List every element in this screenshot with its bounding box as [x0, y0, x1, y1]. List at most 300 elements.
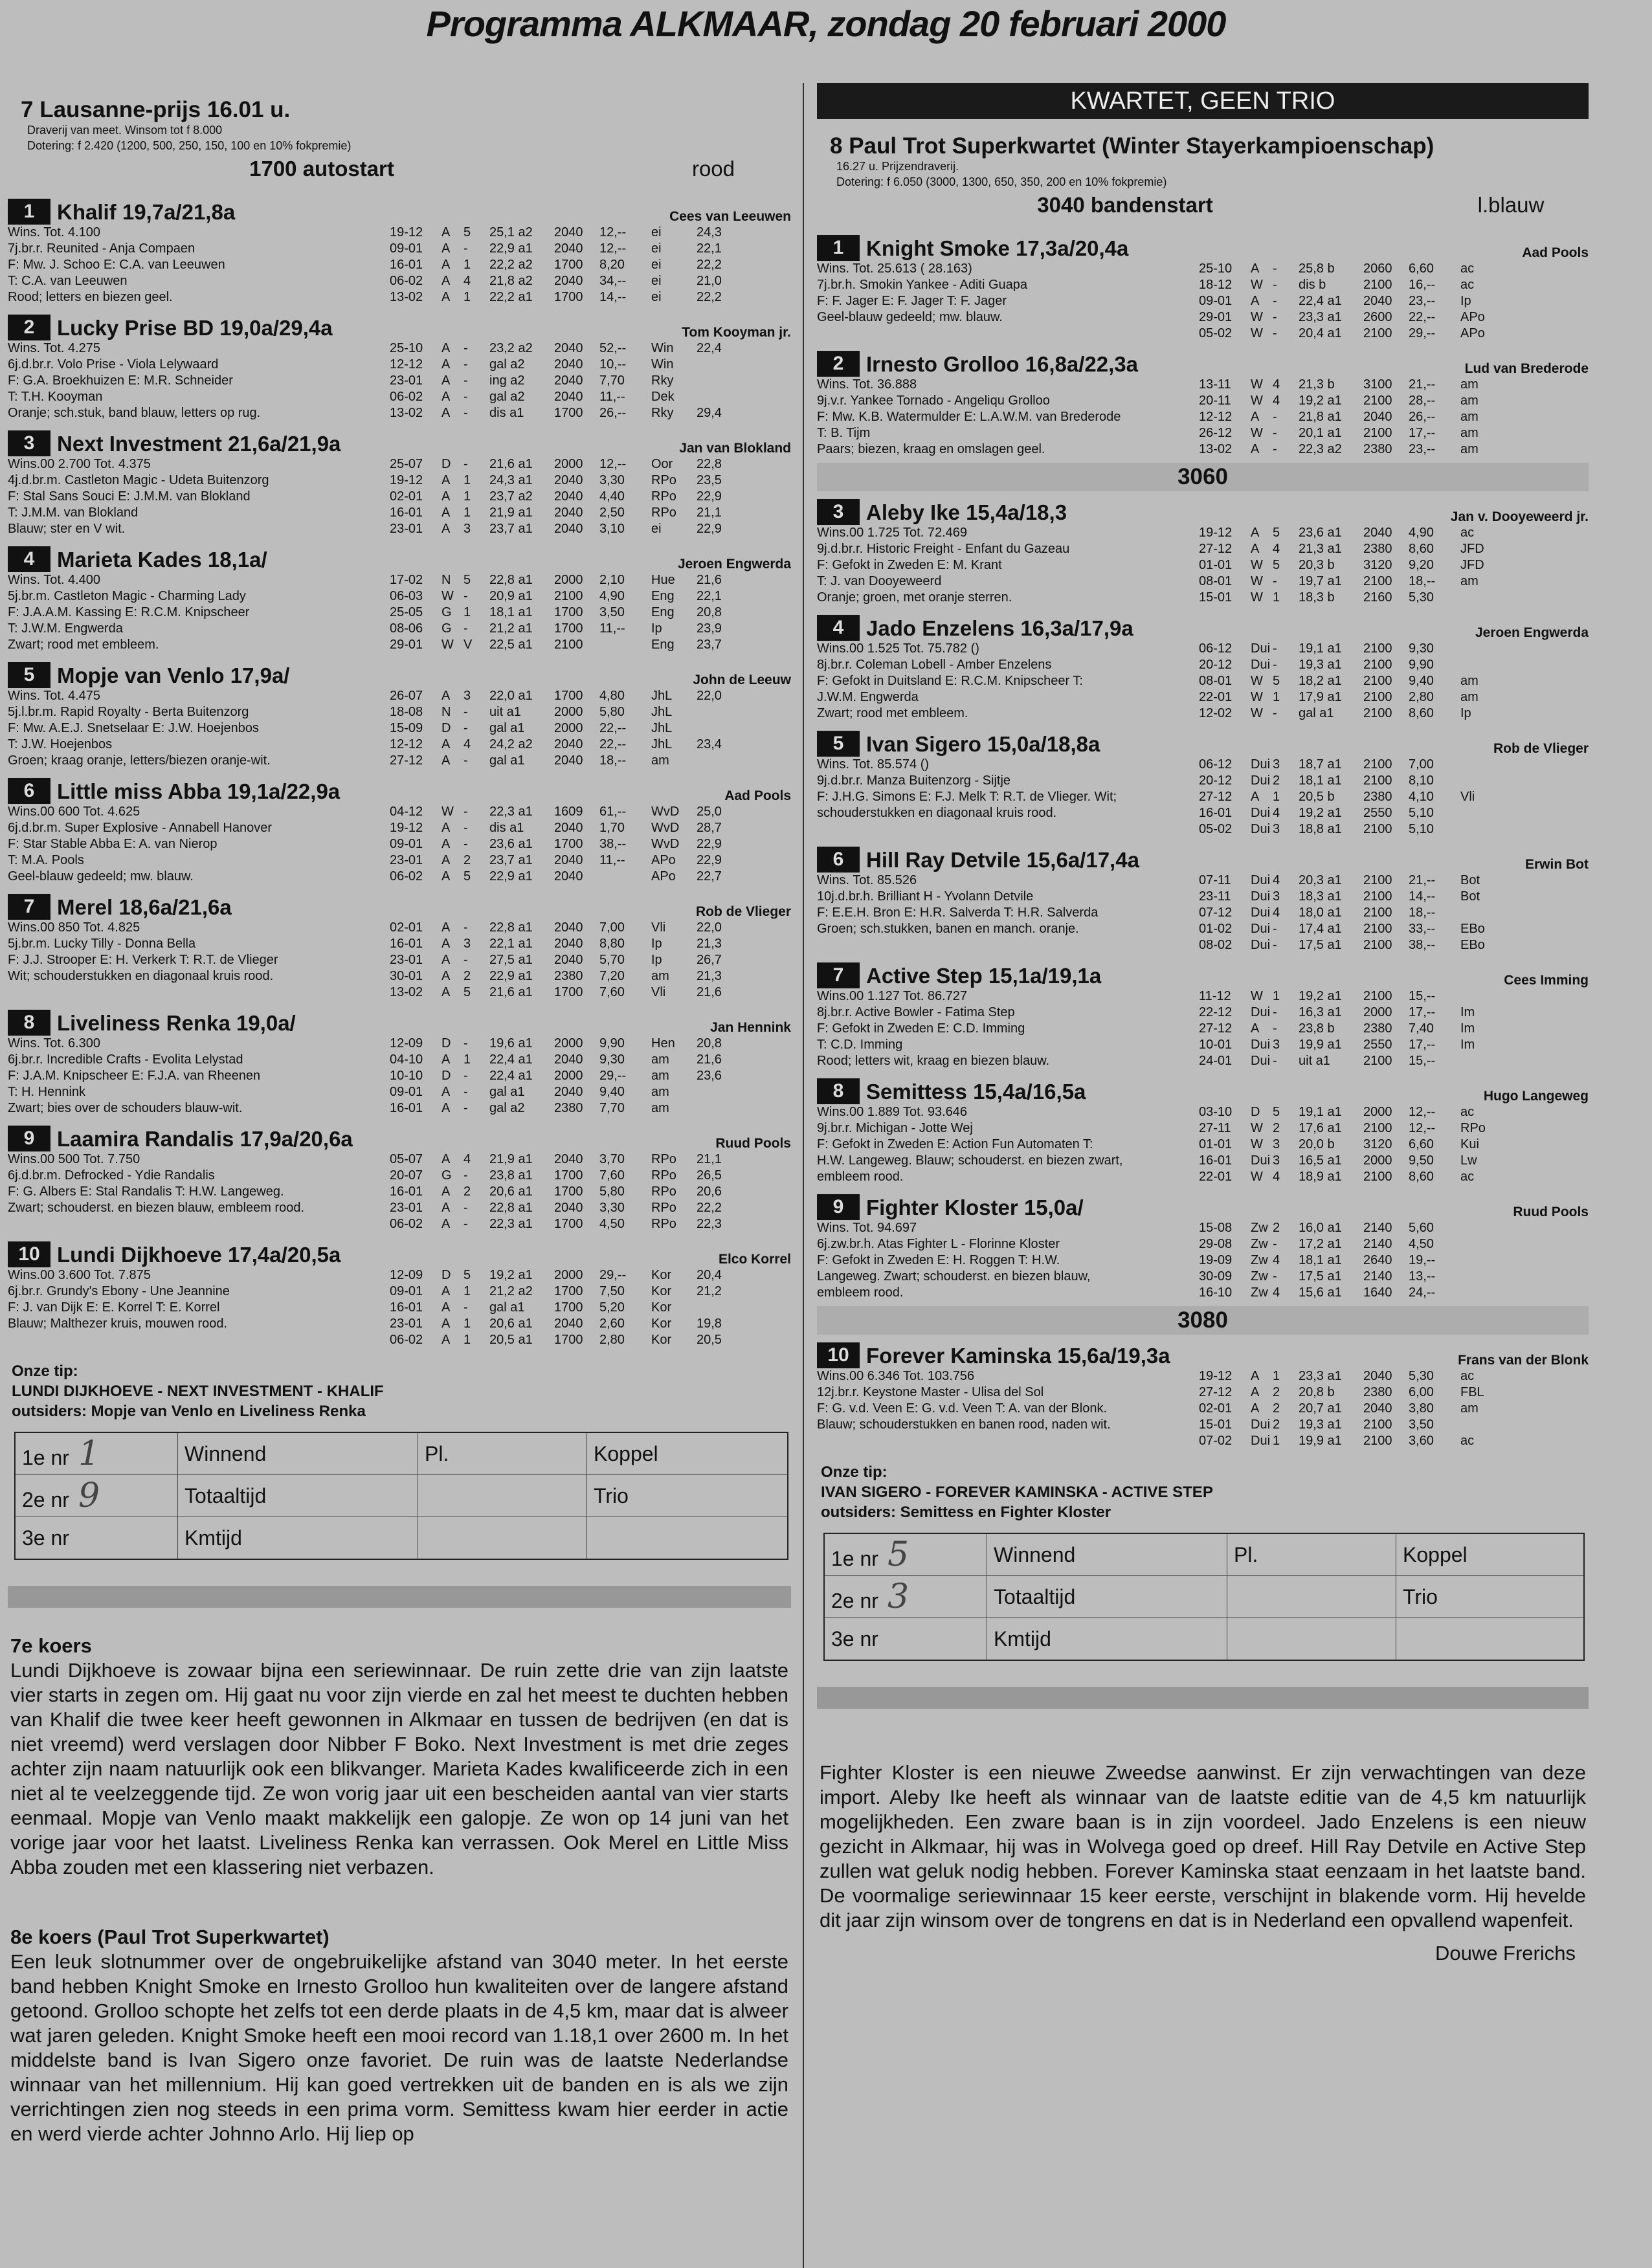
- horse-info: [817, 641, 1199, 722]
- horse-info: [817, 757, 1199, 838]
- result-cell: ei: [651, 241, 662, 256]
- winnend-label: Winnend: [178, 1432, 418, 1475]
- result-cell: 9,30: [1409, 641, 1434, 656]
- result-cell: A: [1251, 1368, 1260, 1383]
- result-cell: gal a2: [489, 1100, 525, 1115]
- info-line: T: C.D. Imming: [817, 1037, 903, 1052]
- result-cell: 19,2 a1: [1299, 393, 1342, 408]
- result-cell: 19,6 a1: [489, 1036, 533, 1051]
- result-cell: 2040: [554, 869, 583, 884]
- result-cell: -: [1273, 1053, 1277, 1068]
- result-cell: dis b: [1299, 277, 1326, 292]
- result-row: [390, 753, 791, 769]
- info-line: Wins.00 600 Tot. 4.625: [8, 804, 140, 819]
- horse-entry: [817, 347, 1589, 458]
- result-cell: ac: [1460, 525, 1475, 540]
- handwritten-number: 5: [887, 1535, 910, 1575]
- horse-body: [817, 988, 1589, 1069]
- result-cell: 15-01: [1199, 1417, 1233, 1432]
- result-cell: 17-02: [390, 572, 423, 587]
- horse-name: Semittess 15,4a/16,5a: [866, 1079, 1086, 1104]
- start-number: 6: [817, 847, 860, 873]
- result-cell: G: [441, 621, 452, 636]
- result-cell: W: [1251, 689, 1263, 704]
- results-table: [1199, 873, 1589, 953]
- result-cell: 22,--: [599, 720, 627, 735]
- result-cell: 16,5 a1: [1299, 1153, 1342, 1168]
- result-cell: 2140: [1363, 1269, 1392, 1284]
- empty-cell: [1227, 1576, 1396, 1618]
- result-row: [390, 1216, 791, 1232]
- result-cell: 2040: [554, 936, 583, 951]
- result-cell: 12-12: [390, 357, 423, 372]
- result-cell: 2100: [1363, 706, 1392, 720]
- info-line: 9j.d.br.r. Historic Freight - Enfant du Gazeau: [817, 541, 1070, 556]
- result-cell: 12,--: [1409, 1104, 1436, 1119]
- result-cell: 23-01: [390, 952, 423, 967]
- result-cell: [1460, 1252, 1506, 1269]
- result-cell: 1700: [554, 1332, 583, 1347]
- trainer-name: Ruud Pools: [1513, 1204, 1589, 1219]
- trainer-name: Tom Kooyman jr.: [682, 324, 791, 340]
- result-row: [1199, 789, 1589, 805]
- start-number: 2: [8, 315, 50, 340]
- info-line: F: Gefokt in Duitsland E: R.C.M. Knipscheer T:: [817, 673, 1083, 688]
- result-cell: gal a1: [1299, 706, 1334, 720]
- place-cell: [15, 1517, 178, 1560]
- handwritten-number: 9: [78, 1476, 100, 1516]
- result-cell: Win: [651, 340, 674, 355]
- horse-body: [8, 688, 791, 769]
- info-line: Wins. Tot. 4.275: [8, 340, 101, 355]
- result-cell: 28,--: [1409, 393, 1436, 408]
- result-cell: 16-01: [390, 1300, 423, 1315]
- result-cell: -: [463, 621, 468, 636]
- horse-header: [817, 347, 1589, 377]
- result-cell: 18,1 a1: [1299, 773, 1342, 788]
- result-cell: 1700: [554, 605, 583, 619]
- info-line: embleem rood.: [817, 1169, 904, 1184]
- kmtijd-label: Kmtijd: [987, 1618, 1227, 1661]
- result-cell: A: [441, 405, 451, 420]
- result-cell: APo: [1460, 326, 1485, 340]
- result-cell: 22,9: [697, 852, 722, 867]
- result-cell: 22,9 a1: [489, 968, 533, 983]
- result-cell: A: [441, 1084, 451, 1099]
- result-row: [1199, 706, 1589, 722]
- horse-header: [8, 774, 791, 804]
- result-cell: A: [441, 1200, 451, 1215]
- result-cell: ac: [1460, 1169, 1475, 1184]
- result-cell: Kor: [651, 1332, 672, 1347]
- result-cell: JFD: [1460, 541, 1484, 556]
- result-cell: 12,--: [599, 241, 627, 256]
- result-cell: RPo: [651, 1168, 676, 1183]
- result-cell: -: [463, 389, 468, 404]
- horse-name: Little miss Abba 19,1a/22,9a: [57, 779, 340, 803]
- horse-body: [817, 261, 1589, 342]
- horse-info: [817, 525, 1199, 606]
- results-table: [390, 920, 791, 1001]
- result-cell: 18,3 a1: [1299, 889, 1342, 904]
- result-cell: 2,80: [599, 1332, 625, 1347]
- horse-header: [817, 1074, 1589, 1104]
- article-text: Lundi Dijkhoeve is zowaar bijna een seriewinnaar. De ruin zette drie van zijn laatste vier starts in zegen om. Hij gaat nu voor zijn vierde en zal het meest te duchten hebben van Khalif die twee keer heeft gewonnen in Alkmaar en tussen de bedrijven (en dat is niet vreemd) werd verslagen door Nibber F Boko. Next Investment is met drie zeges achter zijn naam natuurlijk ook een blikvanger. Marieta Kades kwalificeerde zich in een niet al te veelzeggende tijd. Ze won vorig jaar uit een bescheiden aantal van vier starts eenmaal. Mopje van Venlo maakt makkelijk een galopje. Ze won op 14 juni van het vorige jaar voor het laatst. Liveliness Renka kan verrassen. Ook Merel en Little Miss Abba zouden met een klassering niet verbazen.: [10, 1659, 788, 1879]
- result-cell: 17,--: [1409, 1005, 1436, 1019]
- result-cell: 19-12: [390, 820, 423, 835]
- result-cell: ac: [1460, 1368, 1475, 1383]
- horse-entry: [8, 427, 791, 537]
- result-cell: gal a2: [489, 357, 525, 372]
- result-cell: A: [441, 968, 451, 983]
- place-label: 3e nr: [22, 1526, 69, 1550]
- result-cell: 17,--: [1409, 1037, 1436, 1052]
- horse-info: [8, 804, 390, 885]
- result-cell: 21,6 a1: [489, 984, 533, 999]
- result-row: [390, 405, 791, 421]
- result-row: [1199, 1417, 1589, 1433]
- info-line: Geel-blauw gedeeld; mw. blauw.: [817, 309, 1003, 324]
- result-cell: [599, 637, 651, 653]
- info-line: Blauw; schouderstukken en banen rood, naden wit.: [817, 1417, 1111, 1432]
- result-cell: 1: [463, 605, 471, 619]
- result-cell: 19-12: [390, 225, 423, 239]
- result-row: [390, 521, 791, 537]
- horse-name: Irnesto Grolloo 16,8a/22,3a: [866, 351, 1139, 376]
- result-cell: 19,3 a1: [1299, 657, 1342, 672]
- result-cell: D: [441, 1068, 451, 1083]
- info-line: Wins. Tot. 36.888: [817, 377, 917, 392]
- horse-body: [8, 225, 791, 306]
- result-cell: 2040: [554, 852, 583, 867]
- distance-subheader: 3060: [817, 463, 1589, 491]
- result-cell: W: [441, 637, 454, 652]
- result-cell: 1: [1273, 1368, 1280, 1383]
- result-cell: 7,60: [599, 1168, 625, 1183]
- result-cell: 20,5 b: [1299, 789, 1335, 804]
- result-cell: 18,9 a1: [1299, 1169, 1342, 1184]
- horse-name: Knight Smoke 17,3a/20,4a: [866, 236, 1129, 260]
- result-cell: Ip: [651, 952, 662, 967]
- result-cell: 19,9 a1: [1299, 1037, 1342, 1052]
- empty-cell: [1227, 1618, 1396, 1661]
- result-cell: am: [651, 1084, 669, 1099]
- result-cell: 2100: [1363, 326, 1392, 340]
- result-cell: 4: [1273, 541, 1280, 556]
- article-text: Fighter Kloster is een nieuwe Zweedse aanwinst. Er zijn verwachtingen van deze import. Aleby Ike heeft als winnaar van de laatste editie van de 4,5 km natuurlijk mogelijkheden. Een zware baan is in zijn voordeel. Jado Enzelens is een nieuw gezicht in Alkmaar, hij was in Wolvega goed op dreef. Hill Ray Detvile en Active Step zullen wat geluk nodig hebben. Forever Kaminska staat eenzaam in het laatste band. De voormalige seriewinnaar 15 keer eerste, verschijnt in blakende vorm. Hij hevelde dit jaar zijn winsom over de tongrens en dat is in Nederland een opvallend wapenfeit.: [820, 1761, 1586, 1932]
- start-number: 3: [817, 499, 860, 525]
- horse-info: [817, 1104, 1199, 1185]
- page-title: Programma ALKMAAR, zondag 20 februari 2000: [426, 3, 1226, 44]
- horse-info: [817, 1220, 1199, 1301]
- result-row: [390, 1267, 791, 1284]
- result-cell: 09-01: [1199, 293, 1233, 308]
- result-cell: 2380: [554, 968, 583, 983]
- result-cell: Vli: [1460, 789, 1475, 804]
- result-cell: A: [441, 1316, 451, 1331]
- horse-name: Marieta Kades 18,1a/: [57, 547, 267, 572]
- result-row: [390, 1036, 791, 1052]
- result-cell: 7,70: [599, 373, 625, 388]
- horse-info: [8, 920, 390, 1001]
- race-meta-line: 16.27 u. Prijzendraverij.: [836, 160, 959, 173]
- result-cell: 3: [463, 521, 471, 536]
- result-cell: 6,60: [1409, 261, 1434, 276]
- result-cell: 3,50: [599, 605, 625, 619]
- pl-label: Pl.: [418, 1432, 587, 1475]
- result-row: [1199, 1433, 1589, 1449]
- result-cell: Dui: [1251, 873, 1271, 887]
- result-cell: 23-11: [1199, 889, 1231, 904]
- result-cell: 07-02: [1199, 1433, 1233, 1448]
- result-cell: Dui: [1251, 1005, 1271, 1019]
- result-cell: 2000: [554, 572, 583, 587]
- result-cell: 07-12: [1199, 905, 1233, 920]
- horse-info: [817, 1368, 1199, 1449]
- result-cell: 2380: [1363, 1384, 1392, 1399]
- result-cell: -: [463, 753, 468, 768]
- result-cell: 8,60: [1409, 1169, 1434, 1184]
- result-cell: 19,2 a1: [1299, 805, 1342, 820]
- result-cell: 26,--: [1409, 409, 1436, 424]
- horse-name: Lucky Prise BD 19,0a/29,4a: [57, 315, 333, 340]
- result-row: [1199, 1169, 1589, 1185]
- result-cell: RPo: [651, 1184, 676, 1199]
- result-cell: Eng: [651, 605, 675, 619]
- result-cell: 08-01: [1199, 673, 1233, 688]
- result-row: [390, 804, 791, 820]
- result-cell: A: [441, 241, 451, 256]
- result-cell: Dui: [1251, 773, 1271, 788]
- result-cell: 23,3 a1: [1299, 309, 1342, 324]
- horse-info: [8, 456, 390, 537]
- result-cell: A: [441, 920, 451, 935]
- start-number: 10: [817, 1342, 860, 1368]
- place-cell: [15, 1475, 178, 1517]
- info-line: Groen; kraag oranje, letters/biezen oranje-wit.: [8, 753, 271, 768]
- info-line: 5j.br.m. Lucky Tilly - Donna Bella: [8, 936, 196, 951]
- horse-list: [8, 195, 791, 1348]
- trainer-name: Rob de Vlieger: [695, 904, 791, 919]
- info-line: schouderstukken en diagonaal kruis rood.: [817, 805, 1057, 820]
- result-cell: 23,7 a2: [489, 489, 533, 504]
- result-cell: gal a1: [489, 1084, 525, 1099]
- horse-body: [8, 1267, 791, 1348]
- horse-info: [8, 1036, 390, 1117]
- result-cell: 4: [1273, 1169, 1280, 1184]
- result-cell: 3100: [1363, 377, 1392, 392]
- result-cell: D: [441, 720, 451, 735]
- result-cell: 20-11: [1199, 393, 1231, 408]
- result-cell: A: [1251, 525, 1260, 540]
- result-cell: 5: [463, 984, 471, 999]
- result-row: [1199, 1153, 1589, 1169]
- info-line: F: Gefokt in Zweden E: C.D. Imming: [817, 1021, 1025, 1036]
- result-cell: Dui: [1251, 1417, 1271, 1432]
- result-cell: 25-10: [1199, 261, 1233, 276]
- result-cell: Zw: [1251, 1285, 1268, 1300]
- result-cell: 22,4 a1: [1299, 293, 1342, 308]
- result-cell: 15,6 a1: [1299, 1285, 1342, 1300]
- result-row: [390, 1332, 791, 1348]
- result-cell: 2100: [1363, 905, 1392, 920]
- tip-outsiders: outsiders: Mopje van Venlo en Liveliness Renka: [12, 1403, 366, 1420]
- info-line: Wins.00 1.127 Tot. 86.727: [817, 988, 968, 1003]
- trainer-name: Erwin Bot: [1525, 856, 1589, 872]
- result-cell: 2100: [1363, 1169, 1392, 1184]
- result-row: [1199, 1053, 1589, 1069]
- info-line: Wins. Tot. 85.526: [817, 873, 917, 887]
- result-cell: 20,4 a1: [1299, 326, 1342, 340]
- result-cell: 5: [463, 572, 471, 587]
- result-cell: 21,6: [697, 1052, 722, 1067]
- result-cell: 2140: [1363, 1220, 1392, 1235]
- result-cell: am: [1460, 573, 1479, 588]
- result-cell: 1700: [554, 1184, 583, 1199]
- result-cell: -: [463, 340, 468, 355]
- result-cell: 22,5 a1: [489, 637, 533, 652]
- info-line: F: G. v.d. Veen E: G. v.d. Veen T: A. van der Blonk.: [817, 1401, 1108, 1416]
- result-cell: W: [1251, 277, 1263, 292]
- result-cell: 17,6 a1: [1299, 1120, 1342, 1135]
- horse-body: [8, 572, 791, 653]
- result-cell: 09-01: [390, 1084, 423, 1099]
- result-cell: 2380: [1363, 541, 1392, 556]
- result-cell: 3: [1273, 1037, 1280, 1052]
- result-row: [390, 1316, 791, 1332]
- result-cell: 22,4 a1: [489, 1052, 533, 1067]
- result-cell: Dui: [1251, 1053, 1271, 1068]
- results-table: [1199, 1220, 1589, 1301]
- result-cell: 29-01: [1199, 309, 1233, 324]
- result-row: [1199, 689, 1589, 706]
- result-cell: 3120: [1363, 557, 1392, 572]
- result-cell: 16-10: [1199, 1285, 1233, 1300]
- result-cell: 27-12: [1199, 541, 1233, 556]
- result-cell: Kor: [651, 1316, 672, 1331]
- result-cell: A: [441, 340, 451, 355]
- result-cell: 29-01: [390, 637, 423, 652]
- horse-body: [8, 456, 791, 537]
- result-cell: uit a1: [1299, 1053, 1330, 1068]
- results-table: [390, 225, 791, 306]
- result-cell: JhL: [651, 688, 673, 703]
- result-cell: 15,--: [1409, 1053, 1436, 1068]
- info-line: J.W.M. Engwerda: [817, 689, 919, 704]
- result-cell: 4: [1273, 905, 1280, 920]
- horse-entry: [8, 1122, 791, 1232]
- horse-entry: [8, 890, 791, 1001]
- info-line: Zwart; rood met embleem.: [8, 637, 159, 652]
- result-cell: RPo: [1460, 1120, 1486, 1135]
- result-cell: [1460, 821, 1506, 838]
- result-cell: 1: [463, 289, 471, 304]
- info-line: Wins. Tot. 4.400: [8, 572, 101, 587]
- result-cell: am: [1460, 673, 1479, 688]
- results-table: [1199, 377, 1589, 458]
- result-cell: 11,--: [599, 621, 625, 636]
- result-cell: -: [1273, 1005, 1277, 1019]
- result-cell: A: [441, 1184, 451, 1199]
- result-cell: A: [441, 257, 451, 272]
- result-cell: 22,8 a1: [489, 1200, 533, 1215]
- trainer-name: Cees van Leeuwen: [669, 208, 791, 224]
- totaaltijd-label: Totaaltijd: [178, 1475, 418, 1517]
- result-cell: -: [463, 952, 468, 967]
- result-cell: 25,0: [697, 804, 722, 819]
- start-number: 2: [817, 351, 860, 377]
- result-cell: 9,90: [599, 1036, 625, 1051]
- results-table: [390, 1036, 791, 1117]
- result-row: [1199, 921, 1589, 937]
- result-cell: dis a1: [489, 820, 524, 835]
- result-cell: 38,--: [1409, 937, 1436, 952]
- result-cell: 1700: [554, 688, 583, 703]
- result-cell: 2000: [1363, 1005, 1392, 1019]
- result-cell: 1: [463, 505, 471, 520]
- result-cell: 2040: [554, 225, 583, 239]
- result-cell: 2040: [554, 1200, 583, 1215]
- result-cell: 7,50: [599, 1284, 625, 1298]
- result-cell: 21,9 a1: [489, 505, 533, 520]
- result-cell: 6,60: [1409, 1137, 1434, 1151]
- result-cell: [1460, 657, 1506, 673]
- info-line: Wins.00 500 Tot. 7.750: [8, 1151, 140, 1166]
- result-cell: 5,60: [1409, 1220, 1434, 1235]
- result-cell: Dui: [1251, 641, 1271, 656]
- result-cell: 1700: [554, 984, 583, 999]
- result-cell: Bot: [1460, 889, 1480, 904]
- result-cell: 38,--: [599, 836, 627, 851]
- result-cell: 09-01: [390, 1284, 423, 1298]
- result-cell: 16,--: [1409, 277, 1436, 292]
- result-cell: 14,--: [1409, 889, 1436, 904]
- result-cell: 1700: [554, 257, 583, 272]
- result-row: [390, 373, 791, 389]
- result-cell: 2100: [1363, 1417, 1392, 1432]
- result-row: [390, 984, 791, 1001]
- result-cell: 27,5 a1: [489, 952, 533, 967]
- result-cell: 2040: [554, 920, 583, 935]
- result-cell: 16,3 a1: [1299, 1005, 1342, 1019]
- result-cell: Oor: [651, 456, 673, 471]
- result-cell: WvD: [651, 820, 680, 835]
- result-row: [390, 952, 791, 968]
- result-cell: 19-12: [390, 472, 423, 487]
- result-cell: 20,8: [697, 1036, 722, 1051]
- result-cell: 22,8 a1: [489, 920, 533, 935]
- result-cell: 2040: [554, 820, 583, 835]
- result-cell: am: [651, 1052, 669, 1067]
- start-number: 6: [8, 778, 50, 804]
- result-cell: 4: [463, 1151, 471, 1166]
- result-cell: [1460, 805, 1506, 821]
- result-cell: 1700: [554, 405, 583, 420]
- result-row: [1199, 377, 1589, 393]
- result-row: [1199, 393, 1589, 409]
- horse-body: [8, 920, 791, 1001]
- result-row: [390, 241, 791, 257]
- result-row: [390, 1100, 791, 1117]
- result-cell: ac: [1460, 1104, 1475, 1119]
- result-cell: Vli: [651, 984, 666, 999]
- result-row: [390, 505, 791, 521]
- result-cell: 10-01: [1199, 1037, 1233, 1052]
- horse-body: [8, 1151, 791, 1232]
- result-cell: 20,8 b: [1299, 1384, 1335, 1399]
- result-cell: am: [1460, 441, 1479, 456]
- result-cell: 19,1 a1: [1299, 1104, 1342, 1119]
